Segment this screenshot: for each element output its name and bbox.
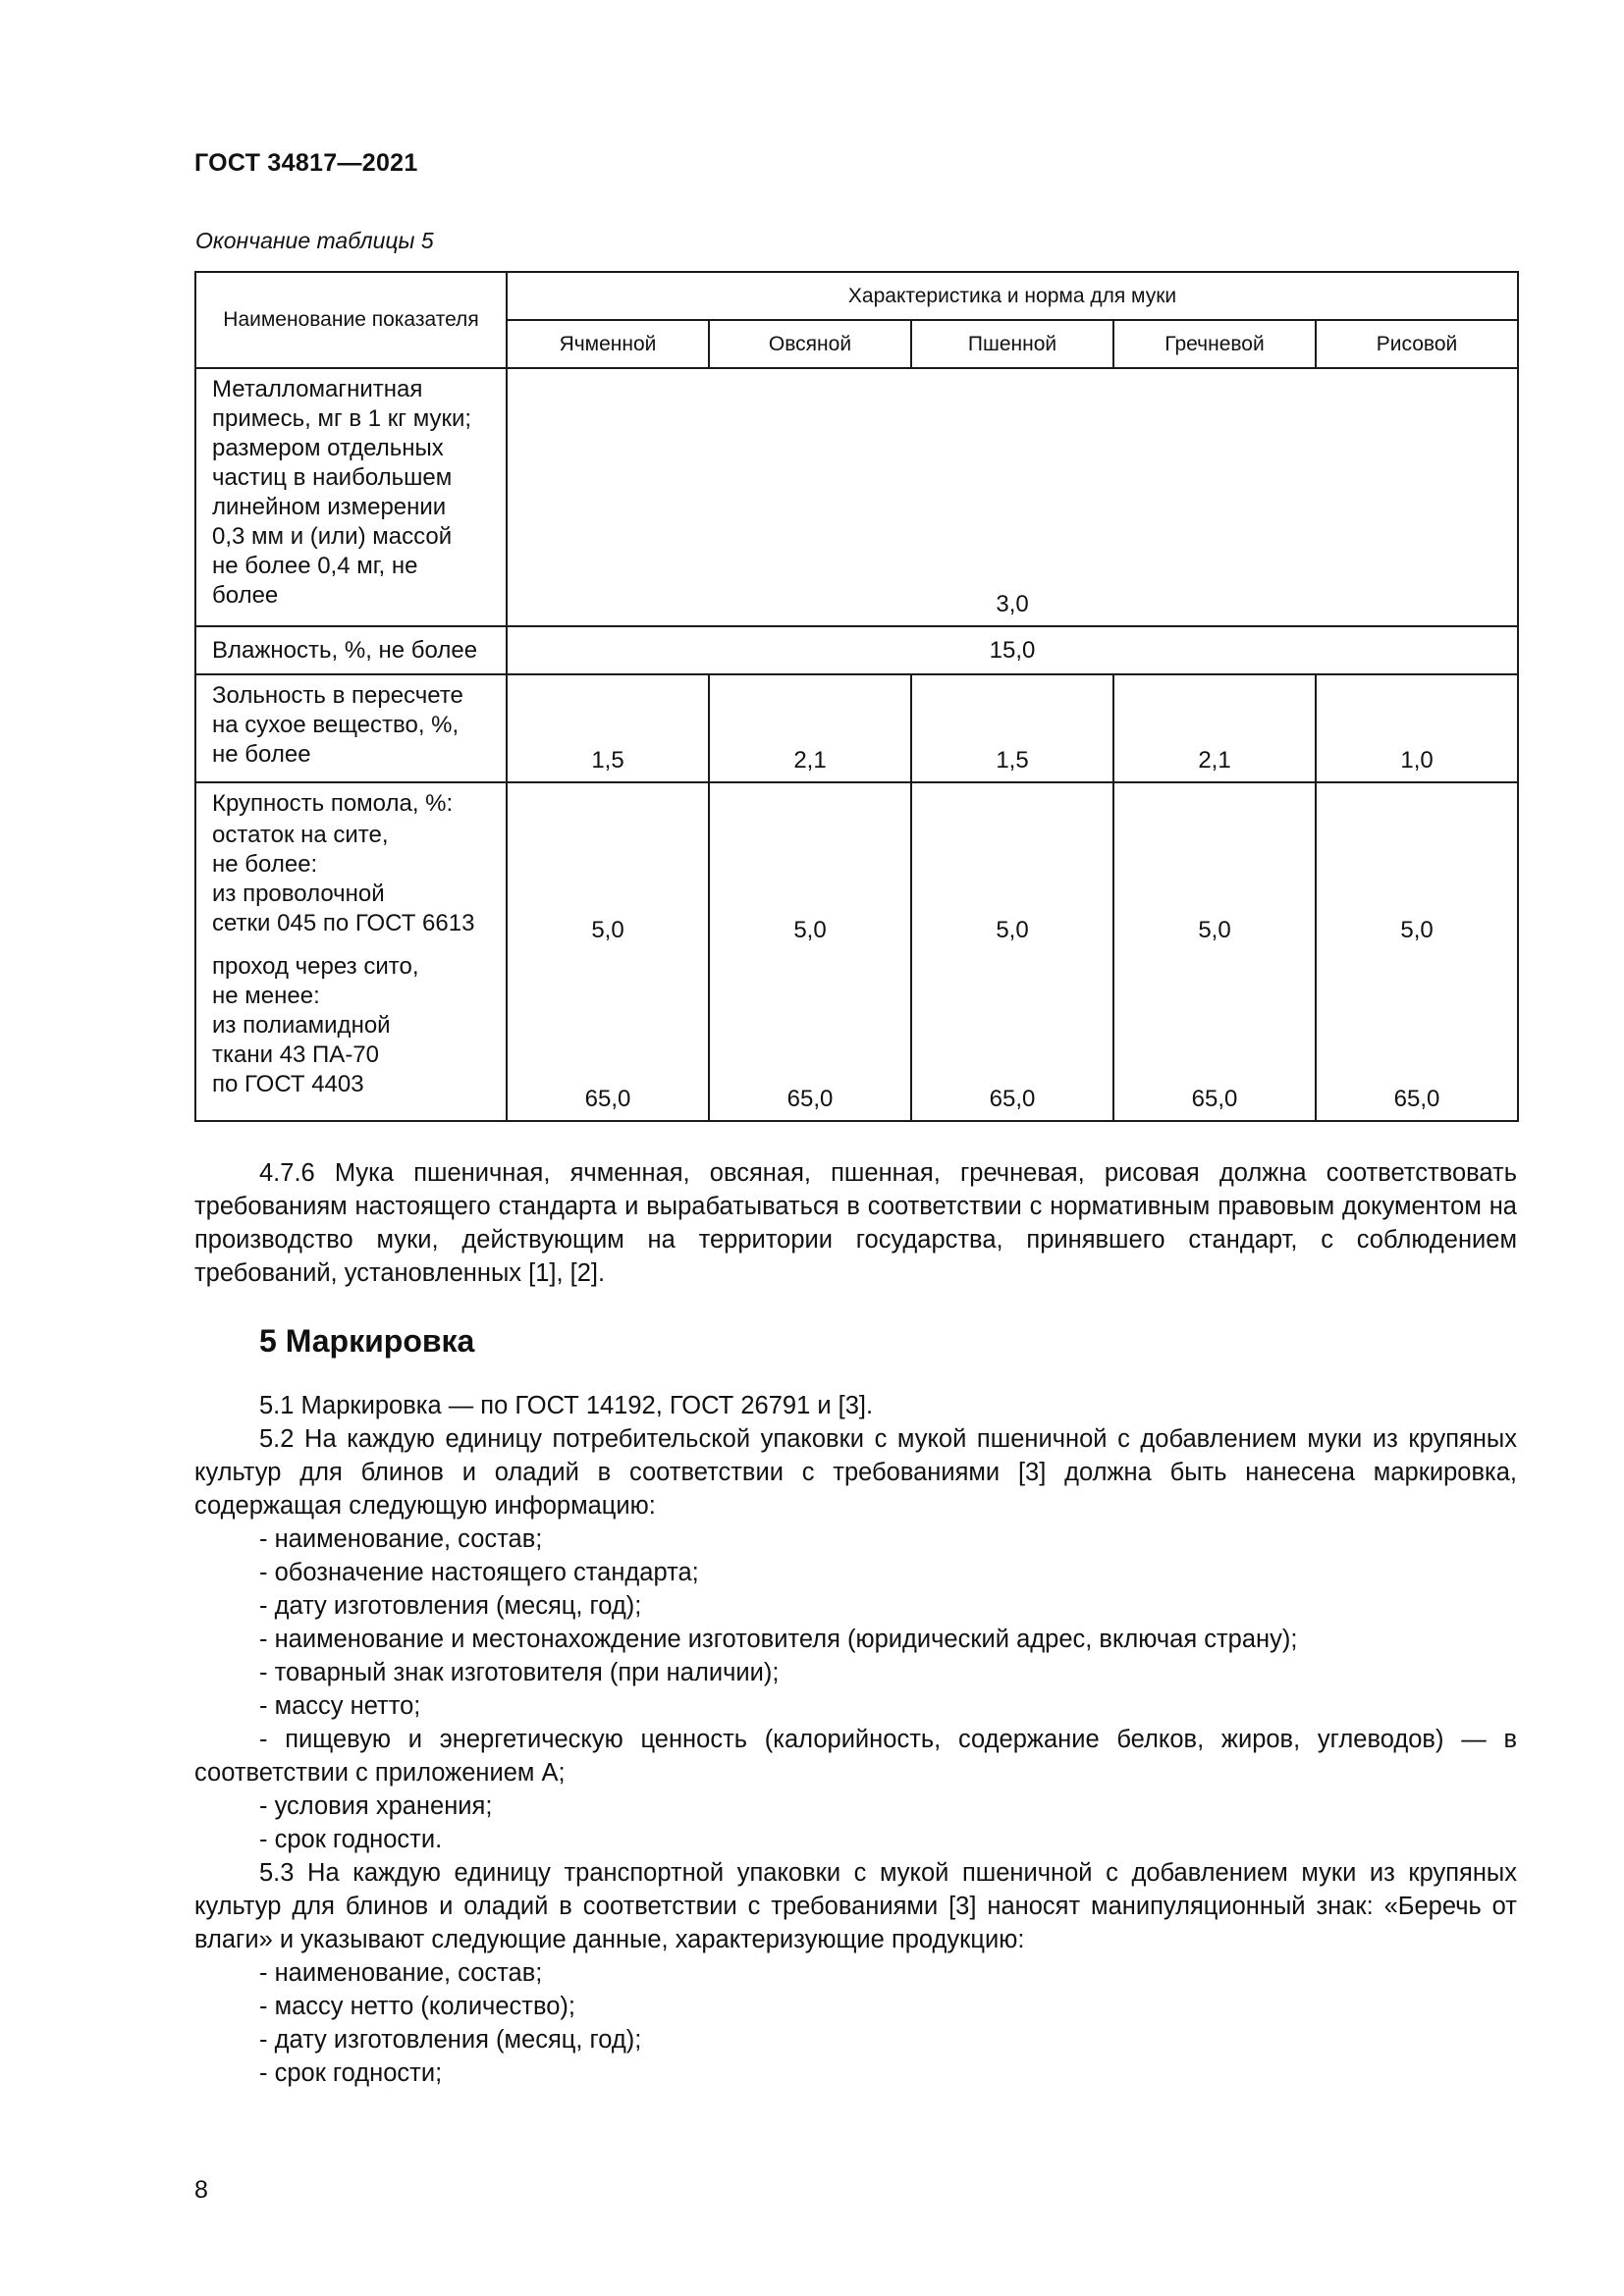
document-header: ГОСТ 34817—2021 xyxy=(194,149,418,177)
paragraph-4-7-6: 4.7.6 Мука пшеничная, ячменная, овсяная, пшенная, гречневая, рисовая должна соответствовать требованиям настоящего стандарта и вырабатываться в соответствии с нормативным правовым документом на производство муки, действующим на территории государства, принявшего стандарт, с соблюдением требований, установленных [1], [2]. xyxy=(194,1159,1517,1287)
list-item: - массу нетто; xyxy=(259,1692,421,1720)
list-item: - обозначение настоящего стандарта; xyxy=(259,1559,699,1586)
cell-metal-value: 3,0 xyxy=(507,368,1518,626)
list-item: - наименование и местонахождение изготовителя (юридический адрес, включая страну); xyxy=(259,1626,1298,1653)
list-item: - срок годности. xyxy=(259,1826,443,1853)
header-col-barley: Ячменной xyxy=(507,320,709,368)
paragraph-5-2: 5.2 На каждую единицу потребительской упаковки с мукой пшеничной с добавлением муки из крупяных культур для блинов и оладий в соответствии с требованиями [3] должна быть нанесена маркировка, содержащая следующую информацию: xyxy=(194,1425,1517,1520)
section-title: 5 Маркировка xyxy=(259,1323,475,1359)
cell-ash-barley: 1,5 xyxy=(507,674,709,782)
cell-ash-millet: 1,5 xyxy=(911,674,1113,782)
list-item: - товарный знак изготовителя (при наличии); xyxy=(259,1659,780,1686)
row-label-grind: Крупность помола, %: остаток на сите, не более: из проволочной сетки 045 по ГОСТ 6613 проход через сито, не менее: из полиамидной ткани 43 ПА-70 по ГОСТ 4403 xyxy=(195,782,507,1121)
header-col-oat: Овсяной xyxy=(709,320,911,368)
header-group: Характеристика и норма для муки xyxy=(507,272,1518,320)
row-label-moisture: Влажность, %, не более xyxy=(195,626,507,674)
list-item: - условия хранения; xyxy=(259,1792,493,1820)
table-row-grind xyxy=(195,782,1518,1121)
table-caption: Окончание таблицы 5 xyxy=(195,228,434,253)
specification-table xyxy=(194,271,1519,1122)
list-item: - дату изготовления (месяц, год); xyxy=(259,1592,642,1620)
paragraph-5-3: 5.3 На каждую единицу транспортной упаковки с мукой пшеничной с добавлением муки из крупяных культур для блинов и оладий в соответствии с требованиями [3] наносят манипуляционный знак: «Беречь от влаги» и указывают следующие данные, характеризующие продукцию: xyxy=(194,1859,1517,1953)
header-col-buckwheat: Гречневой xyxy=(1113,320,1316,368)
row-label-ash: Зольность в пересчете на сухое вещество, %, не более xyxy=(195,674,507,782)
list-item: - пищевую и энергетическую ценность (калорийность, содержание белков, жиров, углеводов) — в соответствии с приложением А; xyxy=(194,1726,1517,1787)
header-indicator: Наименование показателя xyxy=(195,272,507,368)
list-item: - срок годности; xyxy=(259,2059,443,2087)
cell-grind-oat: 5,0 65,0 xyxy=(709,782,911,1121)
cell-grind-buckwheat: 5,0 65,0 xyxy=(1113,782,1316,1121)
row-label-metal: Металломагнитная примесь, мг в 1 кг муки; размером отдельных частиц в наибольшем линейном измерении 0,3 мм и (или) массой не более 0,4 мг, не более xyxy=(195,368,507,626)
cell-grind-rice: 5,0 65,0 xyxy=(1316,782,1518,1121)
cell-grind-barley: 5,0 65,0 xyxy=(507,782,709,1121)
table-row-moisture xyxy=(195,626,1518,674)
table-row-metal xyxy=(195,368,1518,626)
cell-moisture-value: 15,0 xyxy=(507,626,1518,674)
cell-ash-buckwheat: 2,1 xyxy=(1113,674,1316,782)
cell-ash-oat: 2,1 xyxy=(709,674,911,782)
list-item: - массу нетто (количество); xyxy=(259,1993,575,2020)
header-col-millet: Пшенной xyxy=(911,320,1113,368)
header-col-rice: Рисовой xyxy=(1316,320,1518,368)
list-item: - наименование, состав; xyxy=(259,1959,543,1987)
paragraph-5-1: 5.1 Маркировка — по ГОСТ 14192, ГОСТ 26791 и [3]. xyxy=(259,1392,874,1419)
page-number: 8 xyxy=(194,2176,208,2204)
section-5-body xyxy=(194,1389,1517,2090)
cell-grind-millet: 5,0 65,0 xyxy=(911,782,1113,1121)
list-item: - наименование, состав; xyxy=(259,1525,543,1553)
list-item: - дату изготовления (месяц, год); xyxy=(259,2026,642,2054)
cell-ash-rice: 1,0 xyxy=(1316,674,1518,782)
table-row-ash xyxy=(195,674,1518,782)
